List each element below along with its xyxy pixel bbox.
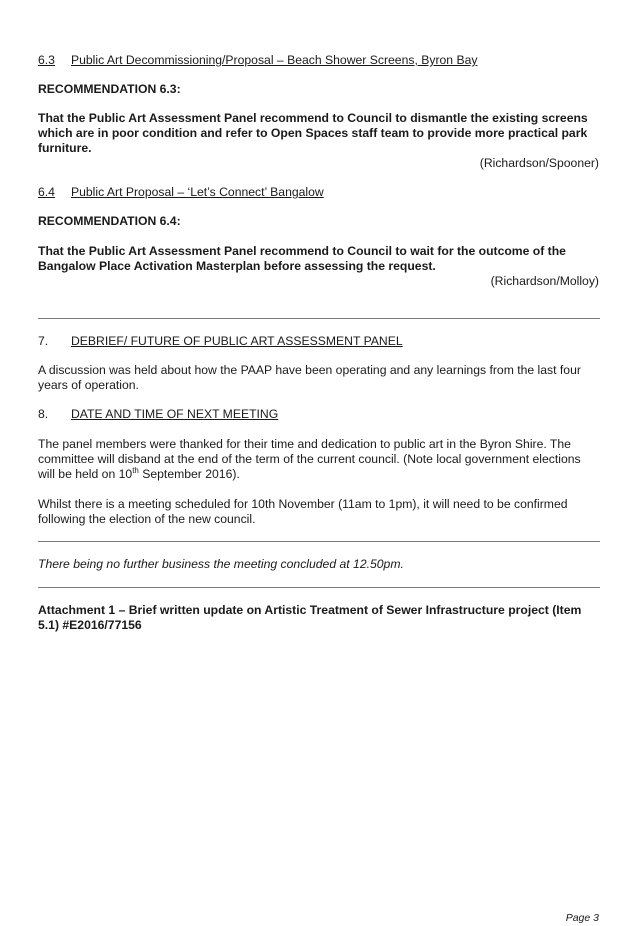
section-8-number: 8.: [38, 407, 49, 421]
recommendation-6-3-text: That the Public Art Assessment Panel recommend to Council to dismantle the existing screens which are in poor condition and refer to Open Spaces staff team to provide more practical park furniture.: [38, 111, 588, 155]
section-6-3-title: Public Art Decommissioning/Proposal – Beach Shower Screens, Byron Bay: [71, 53, 478, 67]
recommendation-6-4-label: RECOMMENDATION 6.4:: [38, 214, 181, 228]
section-divider: [38, 587, 600, 588]
section-8-paragraph-1-text: The panel members were thanked for their time and dedication to public art in the Byron Shire. The committee will disband at the end of the term of the current council. (Note local government elections will be held on 10: [38, 437, 581, 481]
recommendation-6-3-label: RECOMMENDATION 6.3:: [38, 82, 181, 96]
section-8-heading: [38, 407, 278, 422]
section-divider: [38, 541, 600, 542]
recommendation-6-3-attribution: (Richardson/Spooner): [479, 156, 599, 170]
recommendation-6-4-text: That the Public Art Assessment Panel recommend to Council to wait for the outcome of the Bangalow Place Activation Masterplan before assessing the request.: [38, 244, 566, 273]
recommendation-6-4-attribution: (Richardson/Molloy): [490, 274, 599, 288]
section-6-3-heading: [38, 53, 477, 68]
section-6-4-number: 6.4: [38, 185, 55, 199]
section-7-title: DEBRIEF/ FUTURE OF PUBLIC ART ASSESSMENT PANEL: [71, 334, 403, 348]
section-6-4-heading: [38, 185, 324, 200]
section-8-paragraph-1: [38, 437, 600, 482]
section-8-paragraph-1-end: September 2016).: [138, 467, 240, 481]
section-8-paragraph-2: Whilst there is a meeting scheduled for 10th November (11am to 1pm), it will need to be confirmed following the election of the new council.: [38, 497, 568, 526]
section-6-3-number: 6.3: [38, 53, 55, 67]
section-7-number: 7.: [38, 334, 49, 348]
section-7-paragraph: A discussion was held about how the PAAP have been operating and any learnings from the last four years of operation.: [38, 363, 581, 392]
attachment-note: Attachment 1 – Brief written update on Artistic Treatment of Sewer Infrastructure project (Item 5.1) #E2016/77156: [38, 603, 582, 632]
section-6-4-title: Public Art Proposal – ‘Let’s Connect’ Bangalow: [71, 185, 324, 199]
page-number: Page 3: [565, 912, 599, 924]
ordinal-suffix: th: [132, 465, 139, 475]
section-8-title: DATE AND TIME OF NEXT MEETING: [71, 407, 279, 421]
section-divider: [38, 318, 600, 319]
section-7-heading: [38, 334, 403, 349]
closing-statement: There being no further business the meeting concluded at 12.50pm.: [38, 557, 404, 571]
